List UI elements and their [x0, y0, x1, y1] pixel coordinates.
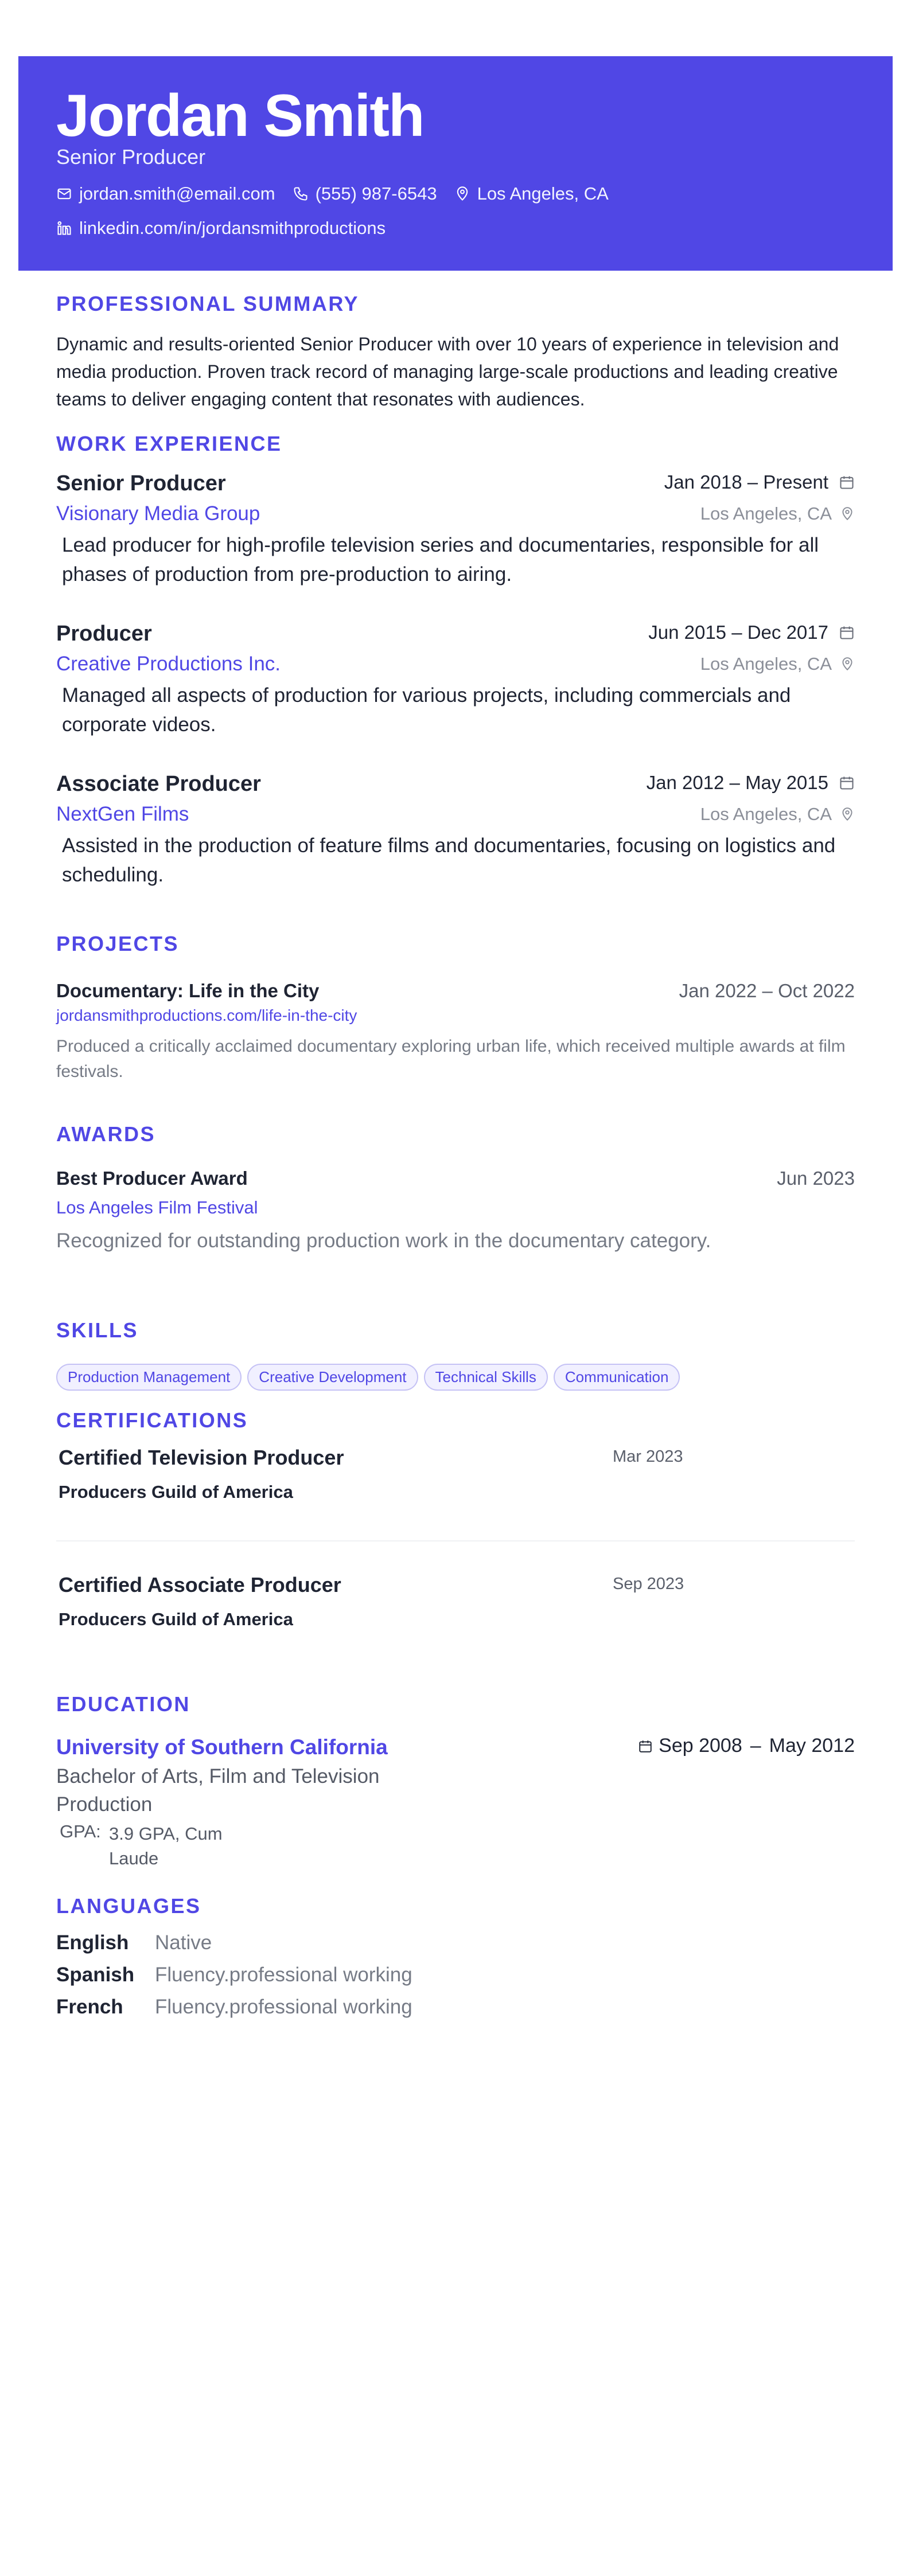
skills-heading: SKILLS: [56, 1318, 139, 1342]
project-dates: Jan 2022 – Oct 2022: [679, 980, 855, 1001]
calendar-icon: [839, 625, 855, 641]
language-name: English: [56, 1931, 129, 1954]
job-location-text: Los Angeles, CA: [700, 804, 832, 824]
job-title: Associate Producer: [56, 772, 261, 796]
candidate-title: Senior Producer: [56, 145, 206, 169]
linkedin-icon: [56, 220, 72, 236]
experience-heading: WORK EXPERIENCE: [56, 432, 282, 455]
location-contact: [454, 184, 609, 204]
divider: [56, 1540, 855, 1541]
award-org: Los Angeles Film Festival: [56, 1197, 258, 1217]
edu-date-sep: –: [750, 1735, 761, 1757]
phone-contact[interactable]: [293, 184, 437, 204]
education-heading: EDUCATION: [56, 1692, 190, 1716]
summary-text: Dynamic and results-oriented Senior Producer with over 10 years of experience in television and media production. Proven track record of managing large-scale productions and leading creative teams to deliver engaging content that resonates with audiences.: [56, 334, 839, 409]
map-pin-icon: [840, 506, 855, 521]
linkedin-text: linkedin.com/in/jordansmithproductions: [79, 218, 386, 238]
contact-row: [56, 184, 626, 204]
job-location: [700, 504, 855, 524]
map-pin-icon: [840, 657, 855, 672]
edu-start: Sep 2008: [659, 1735, 742, 1757]
job-location: [700, 804, 855, 825]
job-dates: [664, 471, 855, 493]
job-description: Lead producer for high-profile television series and documentaries, responsible for all phases of production from pre-production to airing.: [62, 534, 819, 586]
calendar-icon: [638, 1739, 653, 1754]
map-pin-icon: [840, 807, 855, 822]
skills-list: [56, 1364, 686, 1391]
phone-text: (555) 987-6543: [315, 184, 437, 204]
job-dates-text: Jun 2015 – Dec 2017: [648, 622, 828, 643]
award-description: Recognized for outstanding production work in the documentary category.: [56, 1230, 711, 1252]
phone-icon: [293, 186, 309, 202]
resume-header: [18, 56, 893, 271]
job-company: Creative Productions Inc.: [56, 653, 281, 675]
candidate-name: Jordan Smith: [56, 83, 424, 149]
projects-heading: PROJECTS: [56, 932, 180, 955]
skill-tag: Production Management: [56, 1364, 242, 1391]
award-title: Best Producer Award: [56, 1168, 248, 1189]
location-text: Los Angeles, CA: [477, 184, 609, 204]
skill-tag: Communication: [554, 1364, 680, 1391]
email-text: jordan.smith@email.com: [79, 184, 275, 204]
calendar-icon: [839, 775, 855, 791]
edu-end: May 2012: [769, 1735, 855, 1757]
language-name: Spanish: [56, 1964, 135, 1986]
edu-dates: [638, 1735, 855, 1757]
cert-org: Producers Guild of America: [59, 1482, 293, 1502]
language-name: French: [56, 1996, 123, 2018]
job-company: Visionary Media Group: [56, 502, 260, 525]
job-location-text: Los Angeles, CA: [700, 504, 832, 524]
email-contact[interactable]: [56, 184, 275, 204]
job-title: Producer: [56, 622, 152, 646]
cert-date: Mar 2023: [613, 1447, 683, 1466]
gpa-label: GPA:: [60, 1821, 101, 1841]
job-description: Assisted in the production of feature films and documentaries, focusing on logistics and scheduling.: [62, 834, 836, 886]
calendar-icon: [839, 474, 855, 490]
language-level: Native: [155, 1931, 212, 1954]
cert-org: Producers Guild of America: [59, 1609, 293, 1629]
project-description: Produced a critically acclaimed documentary exploring urban life, which received multiple awards at film festivals.: [56, 1037, 846, 1081]
language-level: Fluency.professional working: [155, 1964, 412, 1986]
job-company: NextGen Films: [56, 803, 189, 825]
edu-degree: Bachelor of Arts, Film and Television Production: [56, 1765, 380, 1816]
languages-heading: LANGUAGES: [56, 1894, 201, 1918]
summary-heading: PROFESSIONAL SUMMARY: [56, 292, 360, 315]
cert-title: Certified Television Producer: [59, 1446, 344, 1469]
job-dates-text: Jan 2012 – May 2015: [646, 772, 828, 793]
job-dates: [647, 772, 855, 794]
skill-tag: Technical Skills: [424, 1364, 548, 1391]
job-location: [700, 654, 855, 674]
skill-tag: Creative Development: [247, 1364, 418, 1391]
project-title: Documentary: Life in the City: [56, 980, 320, 1001]
language-level: Fluency.professional working: [155, 1996, 412, 2018]
project-link[interactable]: jordansmithproductions.com/life-in-the-city: [56, 1006, 357, 1024]
mail-icon: [56, 186, 72, 202]
certifications-heading: CERTIFICATIONS: [56, 1408, 248, 1432]
job-dates: [648, 622, 855, 643]
gpa-value: 3.9 GPA, Cum Laude: [109, 1824, 223, 1869]
cert-date: Sep 2023: [613, 1575, 684, 1593]
job-location-text: Los Angeles, CA: [700, 654, 832, 674]
awards-heading: AWARDS: [56, 1122, 156, 1146]
award-date: Jun 2023: [777, 1168, 855, 1189]
map-pin-icon: [454, 186, 470, 202]
job-description: Managed all aspects of production for various projects, including commercials and corporate videos.: [62, 684, 791, 736]
cert-title: Certified Associate Producer: [59, 1573, 341, 1597]
job-dates-text: Jan 2018 – Present: [664, 471, 828, 493]
edu-school: University of Southern California: [56, 1735, 388, 1759]
contact-row-2: [56, 218, 403, 239]
job-title: Senior Producer: [56, 471, 226, 495]
linkedin-contact[interactable]: [56, 218, 386, 239]
